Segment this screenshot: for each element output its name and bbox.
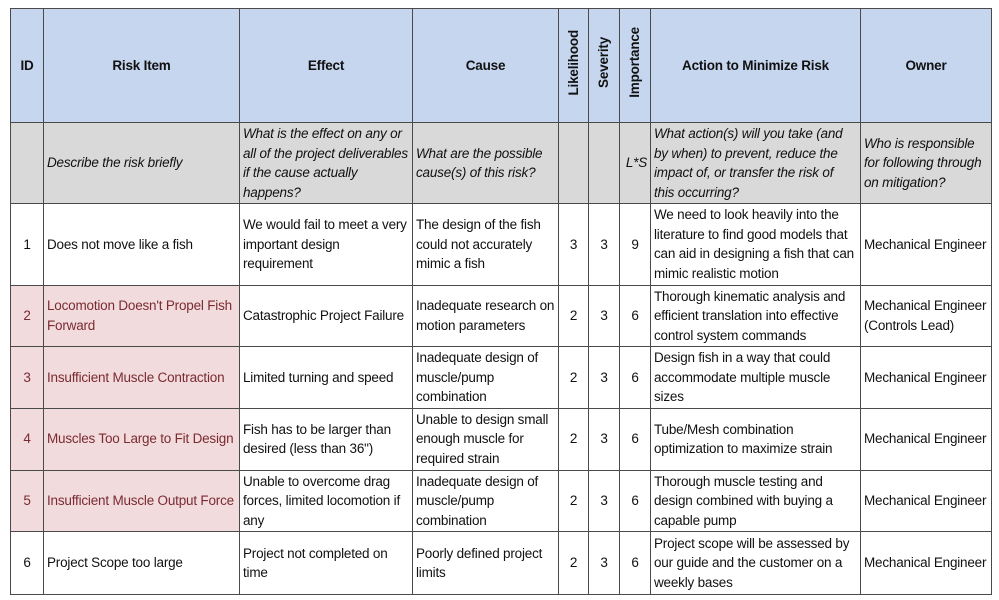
row-importance: 6 xyxy=(620,285,651,347)
desc-effect: What is the effect on any or all of the project deliverables if the cause actually happens? xyxy=(240,123,413,204)
header-importance-cell xyxy=(620,9,651,123)
row-cause: Inadequate research on motion parameters xyxy=(413,285,559,347)
row-severity: 3 xyxy=(589,285,620,347)
row-likelihood: 3 xyxy=(559,204,589,285)
row-cause: Inadequate design of muscle/pump combination xyxy=(413,470,559,532)
desc-cause: What are the possible cause(s) of this risk? xyxy=(413,123,559,204)
row-action: We need to look heavily into the literature to find good models that can aid in designing a fish that can mimic realistic motion xyxy=(651,204,861,285)
row-effect: Fish has to be larger than desired (less than 36") xyxy=(240,408,413,470)
header-id: ID xyxy=(11,9,44,123)
header-owner: Owner xyxy=(861,9,992,123)
row-action: Design fish in a way that could accommodate multiple muscle sizes xyxy=(651,347,861,409)
row-owner: Mechanical Engineer (Controls Lead) xyxy=(861,285,992,347)
header-severity: Severity xyxy=(596,37,612,89)
row-severity: 3 xyxy=(589,532,620,595)
header-cause: Cause xyxy=(413,9,559,123)
row-action: Thorough kinematic analysis and efficient translation into effective control system commands xyxy=(651,285,861,347)
header-likelihood-cell xyxy=(559,9,589,123)
row-importance: 9 xyxy=(620,204,651,285)
row-severity: 3 xyxy=(589,204,620,285)
desc-importance: L*S xyxy=(620,123,651,204)
row-risk-item: Does not move like a fish xyxy=(44,204,240,285)
row-id: 6 xyxy=(11,532,44,595)
row-likelihood: 2 xyxy=(559,532,589,595)
row-likelihood: 2 xyxy=(559,347,589,409)
table-row xyxy=(11,204,992,285)
row-owner: Mechanical Engineer xyxy=(861,347,992,409)
row-id: 5 xyxy=(11,470,44,532)
table-row xyxy=(11,470,992,532)
desc-likelihood xyxy=(559,123,589,204)
header-severity-cell xyxy=(589,9,620,123)
row-likelihood: 2 xyxy=(559,408,589,470)
row-effect: Unable to overcome drag forces, limited locomotion if any xyxy=(240,470,413,532)
row-importance: 6 xyxy=(620,347,651,409)
row-action: Thorough muscle testing and design combined with buying a capable pump xyxy=(651,470,861,532)
table-row xyxy=(11,532,992,595)
header-action: Action to Minimize Risk xyxy=(651,9,861,123)
description-row xyxy=(11,123,992,204)
row-likelihood: 2 xyxy=(559,470,589,532)
row-id: 3 xyxy=(11,347,44,409)
row-severity: 3 xyxy=(589,408,620,470)
row-action: Project scope will be assessed by our guide and the customer on a weekly bases xyxy=(651,532,861,595)
row-risk-item: Muscles Too Large to Fit Design xyxy=(44,408,240,470)
row-severity: 3 xyxy=(589,470,620,532)
row-effect: We would fail to meet a very important design requirement xyxy=(240,204,413,285)
table-row xyxy=(11,347,992,409)
row-id: 1 xyxy=(11,204,44,285)
row-importance: 6 xyxy=(620,408,651,470)
row-risk-item: Locomotion Doesn't Propel Fish Forward xyxy=(44,285,240,347)
row-cause: The design of the fish could not accurately mimic a fish xyxy=(413,204,559,285)
header-likelihood: Likelihood xyxy=(565,29,581,96)
row-risk-item: Project Scope too large xyxy=(44,532,240,595)
risk-table xyxy=(10,8,992,595)
row-effect: Limited turning and speed xyxy=(240,347,413,409)
header-row xyxy=(11,9,992,123)
table-row xyxy=(11,285,992,347)
row-importance: 6 xyxy=(620,532,651,595)
row-likelihood: 2 xyxy=(559,285,589,347)
row-effect: Catastrophic Project Failure xyxy=(240,285,413,347)
row-action: Tube/Mesh combination optimization to maximize strain xyxy=(651,408,861,470)
row-cause: Unable to design small enough muscle for required strain xyxy=(413,408,559,470)
desc-severity xyxy=(589,123,620,204)
row-cause: Inadequate design of muscle/pump combination xyxy=(413,347,559,409)
desc-id xyxy=(11,123,44,204)
row-importance: 6 xyxy=(620,470,651,532)
header-effect: Effect xyxy=(240,9,413,123)
row-id: 2 xyxy=(11,285,44,347)
desc-risk-item: Describe the risk briefly xyxy=(44,123,240,204)
row-effect: Project not completed on time xyxy=(240,532,413,595)
desc-owner: Who is responsible for following through on mitigation? xyxy=(861,123,992,204)
row-severity: 3 xyxy=(589,347,620,409)
row-owner: Mechanical Engineer xyxy=(861,204,992,285)
row-cause: Poorly defined project limits xyxy=(413,532,559,595)
row-risk-item: Insufficient Muscle Output Force xyxy=(44,470,240,532)
row-risk-item: Insufficient Muscle Contraction xyxy=(44,347,240,409)
row-owner: Mechanical Engineer xyxy=(861,408,992,470)
row-id: 4 xyxy=(11,408,44,470)
row-owner: Mechanical Engineer xyxy=(861,532,992,595)
header-importance: Importance xyxy=(627,27,643,99)
header-risk-item: Risk Item xyxy=(44,9,240,123)
table-row xyxy=(11,408,992,470)
row-owner: Mechanical Engineer xyxy=(861,470,992,532)
desc-action: What action(s) will you take (and by when) to prevent, reduce the impact of, or transfer the risk of this occurring? xyxy=(651,123,861,204)
